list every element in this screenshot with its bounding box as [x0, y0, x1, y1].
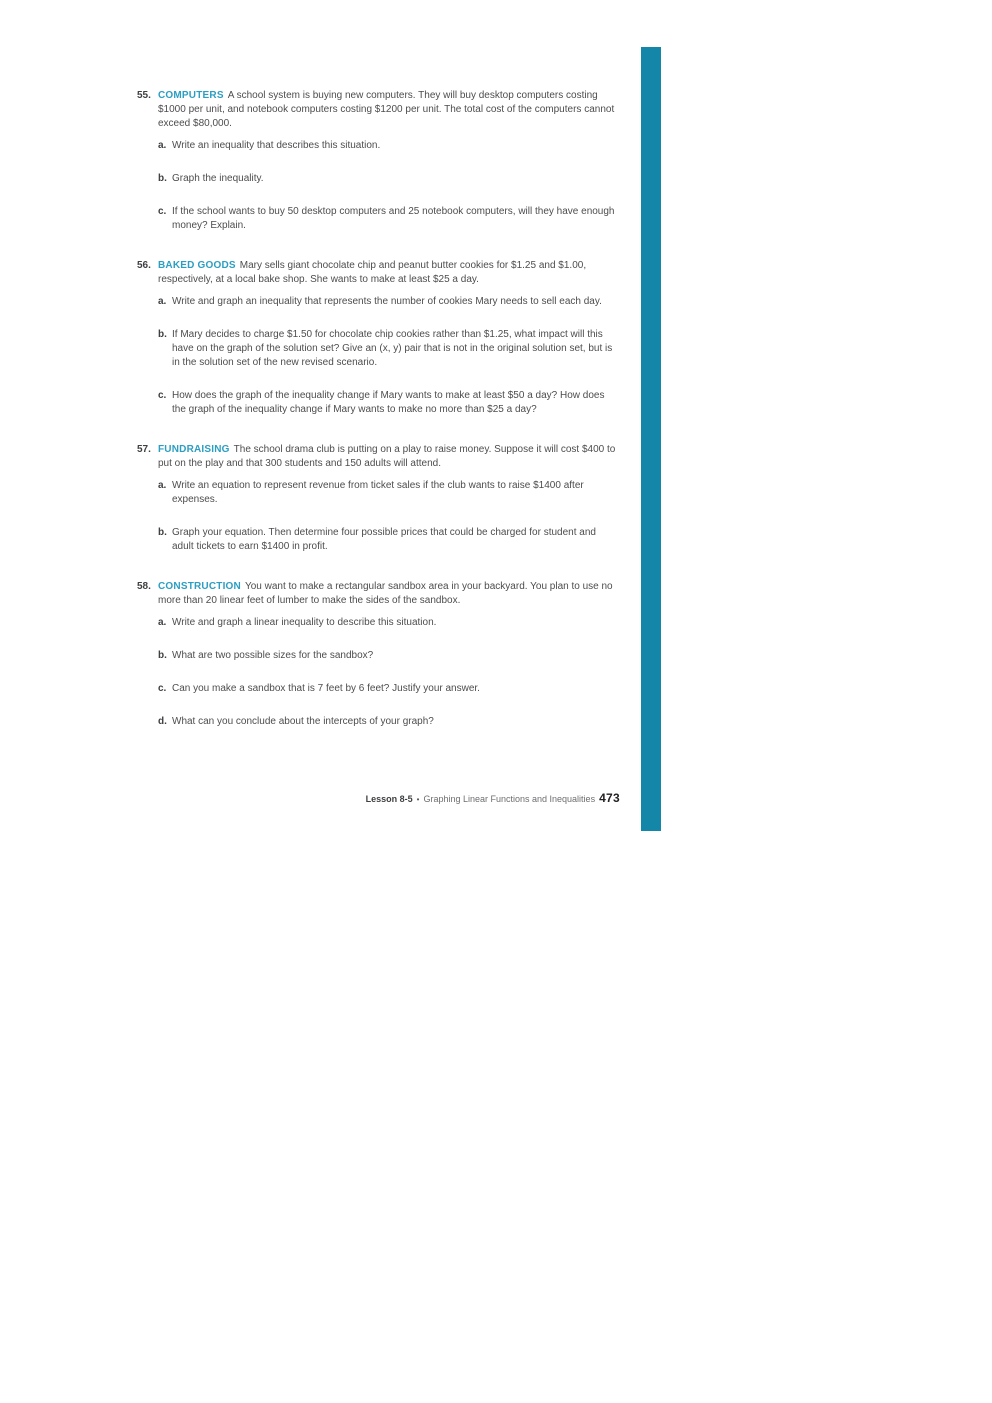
part-text: Write and graph an inequality that represents the number of cookies Mary needs to sell each day.: [172, 296, 602, 307]
problem-tag: FUNDRAISING: [158, 444, 230, 455]
part-text: How does the graph of the inequality change if Mary wants to make at least $50 a day? How does the graph of the inequality change if Mary wants to make no more than $25 a day?: [172, 390, 605, 415]
problem-intro: [158, 259, 620, 287]
problem-tag: BAKED GOODS: [158, 260, 236, 271]
part-label: c.: [158, 683, 167, 694]
page-edge-accent-bar: [641, 47, 661, 831]
problem-parts: [137, 295, 620, 417]
footer-lesson-label: Lesson 8-5: [365, 794, 413, 804]
footer-separator: •: [416, 795, 420, 804]
problem-part: [158, 715, 620, 729]
page-footer: [366, 791, 620, 805]
problem-56: [137, 259, 620, 417]
part-text: Can you make a sandbox that is 7 feet by 6 feet? Justify your answer.: [172, 683, 480, 694]
part-label: a.: [158, 140, 167, 151]
part-text: Write and graph a linear inequality to describe this situation.: [172, 617, 437, 628]
problem-57: [137, 443, 620, 554]
part-label: b.: [158, 527, 167, 538]
problem-intro-text: A school system is buying new computers. They will buy desktop computers costing $1000 per unit, and notebook computers costing $1200 per unit. The total cost of the computers cannot exceed $80,000.: [158, 90, 615, 129]
footer-page-number: 473: [599, 791, 620, 805]
problem-intro: [158, 443, 620, 471]
part-label: b.: [158, 329, 167, 340]
problem-part: [158, 526, 620, 554]
problem-intro: [158, 580, 620, 608]
footer-chapter-title: Graphing Linear Functions and Inequalities: [423, 794, 596, 804]
part-label: b.: [158, 173, 167, 184]
problem-intro: [158, 89, 620, 131]
part-text: What are two possible sizes for the sandbox?: [172, 650, 374, 661]
problem-part: [158, 172, 620, 186]
part-text: Graph your equation. Then determine four possible prices that could be charged for student and adult tickets to earn $1400 in profit.: [172, 527, 596, 552]
problem-head: [137, 89, 620, 131]
part-label: c.: [158, 390, 167, 401]
problem-part: [158, 295, 620, 309]
part-label: a.: [158, 480, 167, 491]
problem-head: [137, 443, 620, 471]
problem-number: 57.: [137, 444, 151, 455]
problem-head: [137, 259, 620, 287]
part-label: c.: [158, 206, 167, 217]
problem-part: [158, 479, 620, 507]
problem-part: [158, 328, 620, 370]
problem-number: 55.: [137, 90, 151, 101]
problem-part: [158, 389, 620, 417]
part-text: If the school wants to buy 50 desktop computers and 25 notebook computers, will they have enough money? Explain.: [172, 206, 615, 231]
part-text: Write an equation to represent revenue from ticket sales if the club wants to raise $1400 after expenses.: [172, 480, 584, 505]
problem-parts: [137, 479, 620, 554]
part-text: Graph the inequality.: [172, 173, 264, 184]
problem-intro-text: Mary sells giant chocolate chip and peanut butter cookies for $1.25 and $1.00, respectively, at a local bake shop. She wants to make at least $25 a day.: [158, 260, 587, 285]
problem-number: 58.: [137, 581, 151, 592]
problem-part: [158, 616, 620, 630]
problem-58: [137, 580, 620, 729]
problem-intro-text: You want to make a rectangular sandbox area in your backyard. You plan to use no more than 20 linear feet of lumber to make the sides of the sandbox.: [158, 581, 613, 606]
part-label: b.: [158, 650, 167, 661]
problem-intro-text: The school drama club is putting on a play to raise money. Suppose it will cost $400 to put on the play and that 300 students and 150 adults will attend.: [158, 444, 616, 469]
problem-part: [158, 682, 620, 696]
problem-part: [158, 649, 620, 663]
problem-parts: [137, 616, 620, 729]
exercise-column: [137, 89, 620, 755]
problem-parts: [137, 139, 620, 233]
problem-part: [158, 139, 620, 153]
problem-number: 56.: [137, 260, 151, 271]
problem-head: [137, 580, 620, 608]
problem-tag: CONSTRUCTION: [158, 581, 241, 592]
problem-part: [158, 205, 620, 233]
part-text: What can you conclude about the intercepts of your graph?: [172, 716, 434, 727]
part-text: Write an inequality that describes this situation.: [172, 140, 381, 151]
part-text: If Mary decides to charge $1.50 for chocolate chip cookies rather than $1.25, what impact will this have on the graph of the solution set? Give an (x, y) pair that is not in the original solution set, but is in the solution set of the new revised scenario.: [172, 329, 613, 368]
part-label: a.: [158, 296, 167, 307]
problem-55: [137, 89, 620, 233]
part-label: a.: [158, 617, 167, 628]
part-label: d.: [158, 716, 167, 727]
problem-tag: COMPUTERS: [158, 90, 224, 101]
